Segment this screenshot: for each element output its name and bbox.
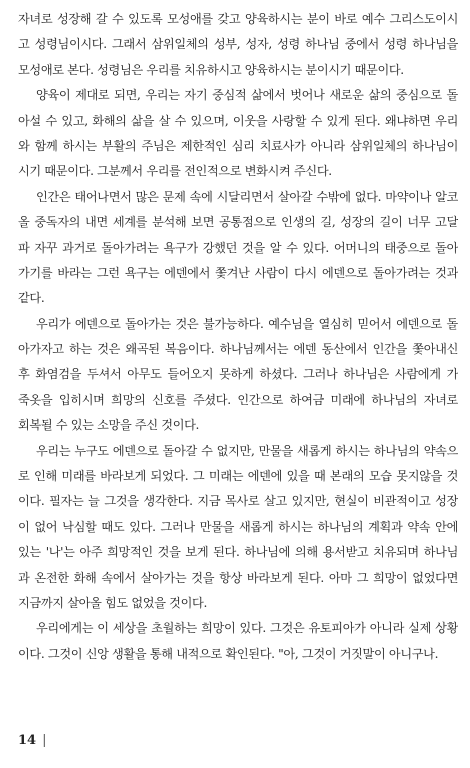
text-line: 모성애로 본다. 성령님은 우리를 치유하시고 양육하시는 분이시기 때문이다. <box>18 62 404 77</box>
page-number: 14 <box>18 733 37 748</box>
text-line: 우리가 에덴으로 돌아가는 것은 불가능하다. 예수님을 열심히 믿어서 에덴으로 돌 <box>36 316 458 331</box>
text-line: 시기 때문이다. 그분께서 우리를 전인적으로 변화시켜 주신다. <box>18 164 332 179</box>
page-footer <box>18 733 46 748</box>
body-text <box>18 7 458 667</box>
text-line: 과 온전한 화해 속에서 살아가는 것을 항상 바라보게 된다. 아마 그 희망이 없었다면 <box>18 570 458 585</box>
text-line: 자녀로 성장해 갈 수 있도록 모성애를 갖고 양육하시는 분이 바로 예수 그리스도이시 <box>18 12 458 26</box>
text-line: 아가자고 하는 것은 왜곡된 복음이다. 하나님께서는 에덴 동산에서 인간을 쫓아내신 <box>18 342 458 357</box>
text-line: 지금까지 살아올 힘도 없었을 것이다. <box>18 595 207 610</box>
text-line: 있는 '나'는 아주 희망적인 것을 보게 된다. 하나님에 의해 용서받고 치유되며 하나님 <box>18 545 458 560</box>
text-line: 양육이 제대로 되면, 우리는 자기 중심적 삶에서 벗어나 새로운 삶의 중심으로 돌 <box>36 88 458 103</box>
text-line: 우리는 누구도 에덴으로 돌아갈 수 없지만, 만물을 새롭게 하시는 하나님의 약속으 <box>36 443 458 458</box>
text-line: 고 성령님이시다. 그래서 삼위일체의 성부, 성자, 성령 하나님 중에서 성령 하나님을 <box>18 37 458 52</box>
text-line: 와 함께 하시는 부활의 주님은 제한적인 심리 치료사가 아니라 삼위일체의 하나님이 <box>18 138 458 153</box>
text-line: 회복될 수 있는 소망을 주신 것이다. <box>18 418 200 433</box>
text-line: 죽옷을 입히시며 희망의 신호를 주셨다. 인간으로 하여금 미래에 하나님의 자녀로 <box>18 392 458 407</box>
text-line: 가기를 바라는 그런 욕구는 에덴에서 쫓겨난 사람이 다시 에덴으로 돌아가려는 것과 <box>18 265 458 280</box>
text-line: 파 자꾸 과거로 돌아가려는 욕구가 강했던 것을 알 수 있다. 어머니의 태중으로 돌아 <box>18 240 458 255</box>
text-line: 이다. 그것이 신앙 생활을 통해 내적으로 확인된다. "아, 그것이 거짓말이 아니구나. <box>18 646 439 661</box>
text-line: 우리에게는 이 세상을 초월하는 희망이 있다. 그것은 유토피아가 아니라 실제 상황 <box>36 621 458 636</box>
text-line: 로 인해 미래를 바라보게 되었다. 그 미래는 에덴에 있을 때 본래의 모습 못지않을 것 <box>18 469 458 484</box>
text-line: 아설 수 있고, 화해의 삶을 살 수 있으며, 이웃을 사랑할 수 있게 된다. 왜냐하면 우리 <box>18 113 458 128</box>
text-line: 같다. <box>18 291 45 306</box>
text-line: 올 중독자의 내면 세계를 분석해 보면 공통점으로 인생의 길, 성장의 길이 너무 고달 <box>18 215 458 230</box>
text-line: 후 화염검을 두셔서 아무도 들어오지 못하게 하셨다. 그러나 하나님은 사람에게 가 <box>18 367 458 382</box>
text-line: 인간은 태어나면서 많은 문제 속에 시달리면서 살아갈 수밖에 없다. 마약이나 알코 <box>36 189 458 204</box>
text-line: 이다. 필자는 늘 그것을 생각한다. 지금 목사로 살고 있지만, 현실이 비관적이고 성장 <box>18 494 458 509</box>
text-line: 이 없어 낙심할 때도 있다. 그러나 만물을 새롭게 하시는 하나님의 계획과 약속 안에 <box>18 519 458 534</box>
page-number-separator: | <box>42 733 47 748</box>
